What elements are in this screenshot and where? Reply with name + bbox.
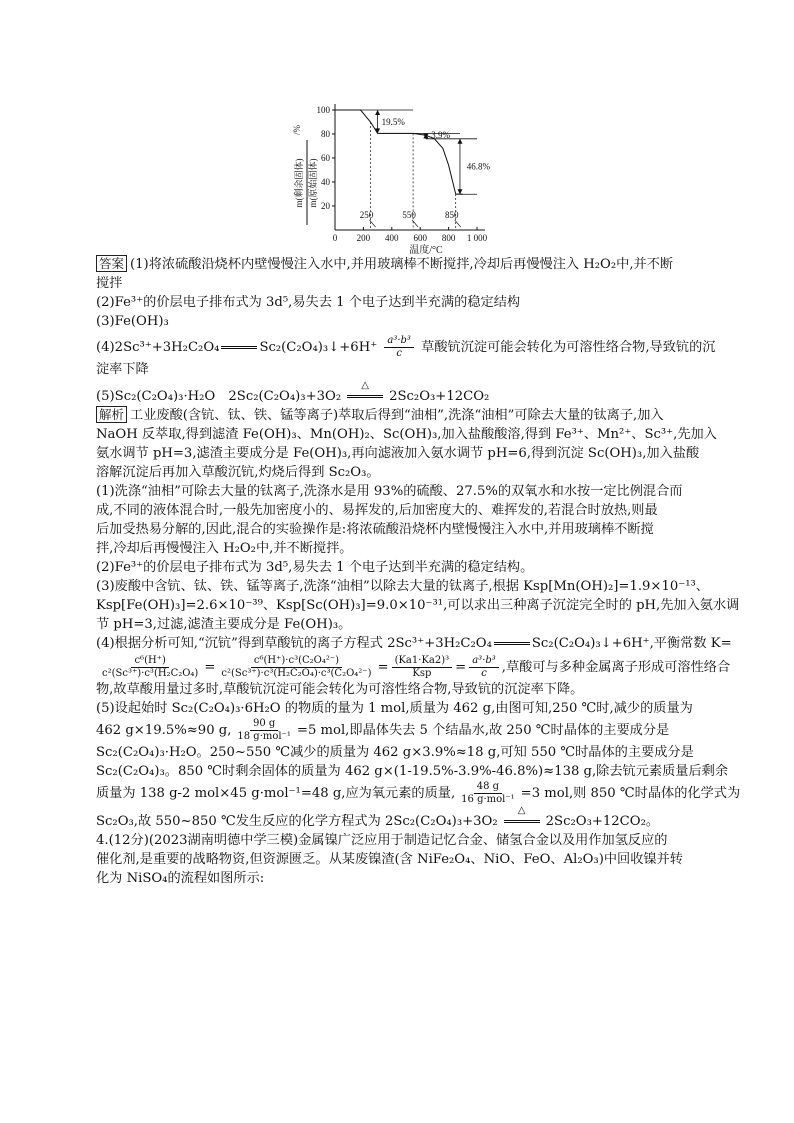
analysis-2: (2)Fe³⁺的价层电子排布式为 3d⁵,易失去 1 个电子达到半充满的稳定结构。 <box>96 560 534 575</box>
x-tick-label: 800 <box>441 233 456 243</box>
analysis-1-line4: 拌,冷却后再慢慢注入 H₂O₂中,并不断搅拌。 <box>96 541 353 556</box>
analysis-3-line1: (3)废酸中含钪、钛、铁、锰等离子,洗涤“油相”以除去大量的钛离子,根据 Ksp[Mn(OH)₂]=1.9×10⁻¹³、 <box>96 579 709 594</box>
answer-1-line2: 搅拌 <box>96 276 123 291</box>
analysis-5-line2-right: =5 mol,即晶体失去 5 个结晶水,故 250 ℃时晶体的主要成分是 <box>296 723 670 738</box>
x-tick-label: 400 <box>385 233 399 243</box>
x-tick-label: 600 <box>413 233 427 243</box>
answer-4-equation-right: Sc₂(C₂O₄)₃↓+6H⁺ <box>259 340 378 355</box>
arrow-46-8-tail-head <box>457 189 462 194</box>
arrow-46-8-head <box>457 139 462 144</box>
y-tick-label: 100 <box>316 105 330 115</box>
percentage-annotation: 46.8% <box>466 161 491 172</box>
question-4-line3: 化为 NiSO₄的流程如图所示: <box>96 871 265 886</box>
answer-3: (3)Fe(OH)₃ <box>96 314 169 329</box>
y-axis-unit: /% <box>292 125 302 135</box>
y-tick-label: 40 <box>321 177 330 187</box>
analysis-5-line6-right: 2Sc₂O₃+12CO₂。 <box>545 814 660 829</box>
k-fraction-1: $\frac{\text{c⁶(H⁺)}}{\text{c²(Sc³⁺)·c³(H₂C₂O₄)}}$ <box>102 655 199 679</box>
analysis-3-line3: 节 pH=3,过滤,滤渣主要成分是 Fe(OH)₃。 <box>96 617 352 632</box>
analysis-intro-line4: 溶解沉淀后再加入草酸沉钪,灼烧后得到 Sc₂O₃。 <box>96 465 380 480</box>
x-tick-label: 0 <box>332 233 338 243</box>
analysis-5-line5-left: 质量为 138 g-2 mol×45 g·mol⁻¹=48 g,应为氧元素的质量, <box>96 786 456 801</box>
y-axis-label-numerator: m(剩余固体) <box>294 158 304 208</box>
moles-water-fraction: $\frac{90 g}{\text{18 g·mol⁻¹}}$ <box>237 718 291 742</box>
marker-label: 550 <box>402 210 416 220</box>
analysis-5-line4: Sc₂(C₂O₄)₃。850 ℃时剩余固体的质量为 462 g×(1-19.5%-3.9%-46.8%)≈138 g,除去钪元素质量后剩余 <box>96 764 729 779</box>
y-axis-label-denominator: m(原始固体) <box>308 158 318 208</box>
k-fraction-4: $\frac{\text{a³·b³}}{c}$ <box>469 655 499 680</box>
marker-label: 250 <box>359 210 374 220</box>
question-4-line1: 4.(12分)(2023湖南明德中学三模)金属镍广泛应用于制造记忆合金、储氢合金以及用作加氢反应的 <box>96 833 668 848</box>
analysis-tag: 解析 <box>96 406 127 423</box>
analysis-5-line2-left: 462 g×19.5%≈90 g, <box>96 723 232 738</box>
document-body: 答案 (1)将浓硫酸沿烧杯内壁慢慢注入水中,并用玻璃棒不断搅拌,冷却后再慢慢注入 H₂O₂中,并不断 搅拌 (2)Fe³⁺的价层电子排布式为 3d⁵,易失去 1 个电子达到半充满的稳定结构 (3)Fe(OH)₃ (4)2Sc³⁺+3H₂C₂O₄ Sc₂(C₂O₄)₃↓+6H⁺ $\frac{\text{a³·b³}}{c}$ 草酸钪沉淀可能会转化为可溶性络合物,导致钪的沉 淀率下降 (5)Sc₂(C₂O₄)₃·H₂O 2Sc₂(C₂O₄)₃+3O₂ △ 2Sc₂O₃+12CO₂ 解析 工业废酸(含钪、钛、铁、锰等离子)萃取后得到“油相”,洗涤“油相”可除去大量的钛离子,加入 NaOH 反萃取,得到滤渣 Fe(OH)₃、Mn(OH)₂、Sc(OH)₃,加入盐酸酸溶,得到 Fe³⁺、Mn²⁺、Sc³⁺,先加入 氨水调节 pH=3,滤渣主要成分是 Fe(OH)₃,再向滤液加入氨水调节 pH=6,得到沉淀 Sc(OH)₃,加入盐酸 溶解沉淀后再加入草酸沉钪,灼烧后得到 Sc₂O₃。 (1)洗涤“油相”可除去大量的钛离子,洗涤水是用 93%的硫酸、27.5%的双氧水和水按一定比例混合而 成,不同的液体混合时,一般先加密度小的、易挥发的,后加密度大的、难挥发的,若混合时放热,则最 后加受热易分解的,因此,混合的实验操作是:将浓硫酸沿烧杯内壁慢慢注入水中,并用玻璃棒不断搅 拌,冷却后再慢慢注入 H₂O₂中,并不断搅拌。 (2)Fe³⁺的价层电子排布式为 3d⁵,易失去 1 个电子达到半充满的稳定结构。 (3)废酸中含钪、钛、铁、锰等离子,洗涤“油相”以除去大量的钛离子,根据 Ksp[Mn(OH)₂]=1.9×10⁻¹³、 Ksp[Fe(OH)₃]=2.6×10⁻³⁹、Ksp[Sc(OH)₃]=9.0×10⁻³¹,可以求出三种离子沉淀完全时的 pH,先加入氨水调 节 pH=3,过滤,滤渣主要成分是 Fe(OH)₃。 (4)根据分析可知,“沉钪”得到草酸钪的离子方程式 2Sc³⁺+3H₂C₂O₄ Sc₂(C₂O₄)₃↓+6H⁺,平衡常数 K= $\frac{\text{c⁶(H⁺)}}{\text{c²(Sc³⁺)·c³(H₂C₂O₄)}}$ = $\frac{\text{c⁶(H⁺)·c³(C₂O₄²⁻)}}{\text{c²(Sc³⁺)·c³(H₂C₂O₄)·c³(C₂O₄²⁻)}}$ = $\frac{\text{(Ka1·Ka2)³}}{\text{Ksp}}$ = $\frac{\text{a³·b³}}{c}$ ,草酸可与多种金属离子形成可溶性络合 物,故草酸用量过多时,草酸钪沉淀可能会转化为可溶性络合物,导致钪的沉淀率下降。 (5)设起始时 Sc₂(C₂O₄)₃·6H₂O 的物质的量为 1 mol,质量为 462 g,由图可知,250 ℃时,减少的质量为 462 g×19.5%≈90 g, $\frac{90 g}{\text{18 g·mol⁻¹}}$ =5 mol,即晶体失去 5 个结晶水,故 250 ℃时晶体的主要成分是 Sc₂(C₂O₄)₃·H₂O。250~550 ℃减少的质量为 462 g×3.9%≈18 g,可知 550 ℃时晶体的主要成分是 Sc₂(C₂O₄)₃。850 ℃时剩余固体的质量为 462 g×(1-19.5%-3.9%-46.8%)≈138 g,除去钪元素质量后剩余 质量为 138 g-2 mol×45 g·mol⁻¹=48 g,应为氧元素的质量, $\frac{48 g}{\text{16 g·mol⁻¹}}$ =3 mol,则 850 ℃时晶体的化学式为 Sc₂O₃,故 550~850 ℃发生反应的化学方程式为 2Sc₂(C₂O₄)₃+3O₂ △ 2Sc₂O₃+12CO₂。 4.(12分)(2023湖南明德中学三模)金属镍广泛应用于制造记忆合金、储氢合金以及用作加氢反应的 催化剂,是重要的战略物资,但资源匮乏。从某废镍渣(含 NiFe₂O₄、NiO、FeO、Al₂O₃)中回收镍并转 化为 NiSO₄的流程如图所示: <box>96 256 741 886</box>
analysis-3-line2: Ksp[Fe(OH)₃]=2.6×10⁻³⁹、Ksp[Sc(OH)₃]=9.0×10⁻³¹,可以求出三种离子沉淀完全时的 pH,先加入氨水调 <box>96 598 740 613</box>
answer-tag: 答案 <box>96 255 127 272</box>
heating-equals: △ <box>341 387 389 406</box>
y-tick-label: 20 <box>321 201 330 211</box>
question-4-line2: 催化剂,是重要的战略物资,但资源匮乏。从某废镍渣(含 NiFe₂O₄、NiO、FeO、Al₂O₃)中回收镍并转 <box>96 852 683 867</box>
analysis-4-right: Sc₂(C₂O₄)₃↓+6H⁺,平衡常数 K= <box>531 636 732 651</box>
arrow-19-5-head <box>375 110 380 115</box>
k-fraction-2: $\frac{\text{c⁶(H⁺)·c³(C₂O₄²⁻)}}{\text{c²(Sc³⁺)·c³(H₂C₂O₄)·c³(C₂O₄²⁻)}}$ <box>221 655 372 679</box>
analysis-5-line5-right: =3 mol,则 850 ℃时晶体的化学式为 <box>520 786 741 801</box>
x-tick-label: 200 <box>356 233 371 243</box>
answer-4-line2: 淀率下降 <box>96 362 149 377</box>
x-tick-label: 1 000 <box>466 233 488 243</box>
y-tick-label: 80 <box>321 129 330 139</box>
answer-5-right: 2Sc₂O₃+12CO₂ <box>389 389 490 404</box>
thermogravimetric-chart <box>290 100 510 255</box>
answer-4-tail: 草酸钪沉淀可能会转化为可溶性络合物,导致钪的沉 <box>421 340 716 355</box>
equals-sign <box>494 642 530 645</box>
analysis-intro-line3: 氨水调节 pH=3,滤渣主要成分是 Fe(OH)₃,再向滤液加入氨水调节 pH=6,得到沉淀 Sc(OH)₃,加入盐酸 <box>96 446 700 461</box>
answer-4-fraction: $\frac{\text{a³·b³}}{c}$ <box>384 335 414 360</box>
answer-2: (2)Fe³⁺的价层电子排布式为 3d⁵,易失去 1 个电子达到半充满的稳定结构 <box>96 295 521 310</box>
heating-equals: △ <box>498 812 546 831</box>
chart-plot <box>335 110 491 230</box>
analysis-5-line3: Sc₂(C₂O₄)₃·H₂O。250~550 ℃减少的质量为 462 g×3.9%≈18 g,可知 550 ℃时晶体的主要成分是 <box>96 745 694 760</box>
equals-sign <box>221 346 257 349</box>
marker-label: 850 <box>444 210 459 220</box>
moles-oxygen-fraction: $\frac{48 g}{\text{16 g·mol⁻¹}}$ <box>461 781 515 805</box>
analysis-4-tail: ,草酸可与多种金属离子形成可溶性络合 <box>501 660 731 675</box>
x-axis-label: 温度/°C <box>409 245 443 255</box>
k-fraction-3: $\frac{\text{(Ka1·Ka2)³}}{\text{Ksp}}$ <box>392 655 453 680</box>
analysis-5-line6-left: Sc₂O₃,故 550~850 ℃发生反应的化学方程式为 2Sc₂(C₂O₄)₃+3O₂ <box>96 814 498 829</box>
analysis-1-line2: 成,不同的液体混合时,一般先加密度小的、易挥发的,后加密度大的、难挥发的,若混合时放热,则最 <box>96 503 658 518</box>
percentage-annotation: 19.5% <box>381 117 405 127</box>
analysis-4-left: (4)根据分析可知,“沉钪”得到草酸钪的离子方程式 2Sc³⁺+3H₂C₂O₄ <box>96 636 492 651</box>
percentage-annotation: 3.9% <box>431 130 451 141</box>
analysis-5-line1: (5)设起始时 Sc₂(C₂O₄)₃·6H₂O 的物质的量为 1 mol,质量为 462 g,由图可知,250 ℃时,减少的质量为 <box>96 701 693 716</box>
answer-4-equation-left: (4)2Sc³⁺+3H₂C₂O₄ <box>96 340 220 355</box>
analysis-intro-line2: NaOH 反萃取,得到滤渣 Fe(OH)₃、Mn(OH)₂、Sc(OH)₃,加入盐酸酸溶,得到 Fe³⁺、Mn²⁺、Sc³⁺,先加入 <box>96 427 717 442</box>
analysis-1-line1: (1)洗涤“油相”可除去大量的钛离子,洗涤水是用 93%的硫酸、27.5%的双氧水和水按一定比例混合而 <box>96 484 683 499</box>
answer-1-line1: (1)将浓硫酸沿烧杯内壁慢慢注入水中,并用玻璃棒不断搅拌,冷却后再慢慢注入 H₂O₂中,并不断 <box>130 257 674 272</box>
analysis-intro-line1: 工业废酸(含钪、钛、铁、锰等离子)萃取后得到“油相”,洗涤“油相”可除去大量的钛离子,加入 <box>130 408 664 423</box>
analysis-4-line3: 物,故草酸用量过多时,草酸钪沉淀可能会转化为可溶性络合物,导致钪的沉淀率下降。 <box>96 682 584 697</box>
analysis-1-line3: 后加受热易分解的,因此,混合的实验操作是:将浓硫酸沿烧杯内壁慢慢注入水中,并用玻璃棒不断搅 <box>96 522 654 537</box>
y-tick-label: 60 <box>321 153 330 163</box>
answer-5-left: (5)Sc₂(C₂O₄)₃·H₂O 2Sc₂(C₂O₄)₃+3O₂ <box>96 389 342 404</box>
